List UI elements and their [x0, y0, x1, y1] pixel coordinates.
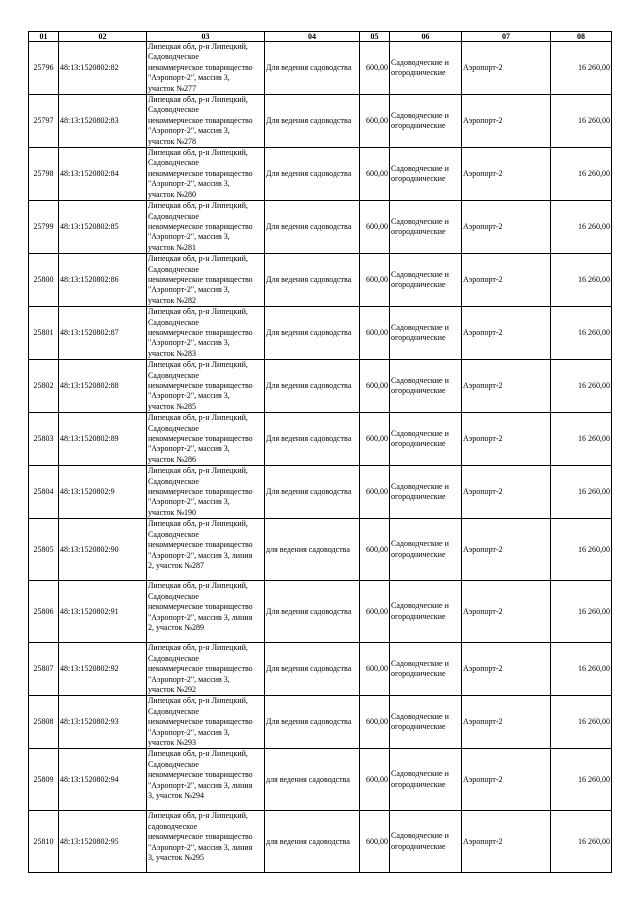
land-category: Садоводческие и огороднические: [390, 307, 462, 360]
address-line: некоммерческое товарищество: [148, 540, 253, 550]
address-line: Липецкая обл, р-н Липецкий,: [148, 519, 248, 529]
cadastral-cost: 16 260,00: [551, 201, 612, 254]
record-number: 25807: [29, 643, 59, 696]
cadastral-number: 48:13:1520802:85: [59, 201, 147, 254]
table-row: [29, 95, 612, 148]
address-line: Липецкая обл, р-н Липецкий,: [148, 696, 248, 706]
address-line: 3, участок №295: [148, 852, 205, 862]
cadastral-number: 48:13:1520802:92: [59, 643, 147, 696]
address-cell: [147, 811, 265, 873]
area-value: 600,00: [360, 42, 390, 95]
permitted-use: для ведения садоводства: [265, 749, 360, 811]
address-line: Садоводческое: [148, 105, 199, 115]
address-cell: [147, 466, 265, 519]
address-line: Садоводческое: [148, 653, 199, 663]
address-line: "Аэропорт-2", массив 3,: [148, 727, 230, 737]
partnership-name: Аэропорт-2: [462, 307, 551, 360]
address-cell: [147, 201, 265, 254]
address-line: Липецкая обл, р-н Липецкий,: [148, 413, 248, 423]
table-row: [29, 254, 612, 307]
permitted-use: Для ведения садоводства: [265, 466, 360, 519]
land-category: Садоводческие и огороднические: [390, 148, 462, 201]
land-category: Садоводческие и огороднические: [390, 696, 462, 749]
table-row: [29, 811, 612, 873]
address-line: 2, участок №287: [148, 560, 205, 570]
partnership-name: Аэропорт-2: [462, 413, 551, 466]
column-header-01: 01: [29, 32, 59, 42]
address-line: "Аэропорт-2", массив 3,: [148, 444, 230, 454]
land-category: Садоводческие и огороднические: [390, 643, 462, 696]
table-body: [29, 42, 612, 873]
cadastral-cost: 16 260,00: [551, 749, 612, 811]
address-line: участок №282: [148, 295, 197, 305]
address-cell: [147, 581, 265, 643]
address-line: "Аэропорт-2", массив 3, линия: [148, 780, 253, 790]
address-line: Садоводческое: [148, 211, 199, 221]
cadastral-cost: 16 260,00: [551, 254, 612, 307]
table-row: [29, 42, 612, 95]
permitted-use: Для ведения садоводства: [265, 307, 360, 360]
address-line: некоммерческое товарищество: [148, 487, 253, 497]
partnership-name: Аэропорт-2: [462, 643, 551, 696]
column-header-02: 02: [59, 32, 147, 42]
address-cell: [147, 643, 265, 696]
cadastral-number: 48:13:1520802:88: [59, 360, 147, 413]
permitted-use: для ведения садоводства: [265, 811, 360, 873]
area-value: 600,00: [360, 413, 390, 466]
address-line: Садоводческое: [148, 706, 199, 716]
cadastral-number: 48:13:1520802:86: [59, 254, 147, 307]
address-cell: [147, 148, 265, 201]
partnership-name: Аэропорт-2: [462, 148, 551, 201]
partnership-name: Аэропорт-2: [462, 696, 551, 749]
partnership-name: Аэропорт-2: [462, 581, 551, 643]
address-line: 2, участок №289: [148, 622, 205, 632]
address-line: участок №283: [148, 348, 197, 358]
land-category: Садоводческие и огороднические: [390, 466, 462, 519]
cadastral-number: 48:13:1520802:95: [59, 811, 147, 873]
record-number: 25803: [29, 413, 59, 466]
area-value: 600,00: [360, 466, 390, 519]
partnership-name: Аэропорт-2: [462, 519, 551, 581]
land-category: Садоводческие и огороднические: [390, 519, 462, 581]
area-value: 600,00: [360, 307, 390, 360]
area-value: 600,00: [360, 749, 390, 811]
area-value: 600,00: [360, 254, 390, 307]
cadastral-cost: 16 260,00: [551, 643, 612, 696]
address-line: участок №285: [148, 401, 197, 411]
permitted-use: Для ведения садоводства: [265, 643, 360, 696]
permitted-use: Для ведения садоводства: [265, 413, 360, 466]
cadastral-number: 48:13:1520802:91: [59, 581, 147, 643]
address-cell: [147, 749, 265, 811]
address-line: Липецкая обл, р-н Липецкий,: [148, 95, 248, 105]
address-line: некоммерческое товарищество: [148, 115, 253, 125]
address-line: некоммерческое товарищество: [148, 381, 253, 390]
record-number: 25796: [29, 42, 59, 95]
cadastral-number: 48:13:1520802:9: [59, 466, 147, 519]
area-value: 600,00: [360, 148, 390, 201]
address-line: "Аэропорт-2", массив 3,: [148, 179, 230, 189]
address-line: участок №278: [148, 136, 197, 146]
land-category: Садоводческие и огороднические: [390, 749, 462, 811]
address-line: некоммерческое товарищество: [148, 221, 253, 231]
partnership-name: Аэропорт-2: [462, 95, 551, 148]
table-row: [29, 519, 612, 581]
address-line: Липецкая обл, р-н Липецкий,: [148, 581, 248, 591]
partnership-name: Аэропорт-2: [462, 360, 551, 413]
address-line: Липецкая обл, р-н Липецкий,: [148, 811, 248, 821]
column-header-06: 06: [390, 32, 462, 42]
address-line: 3, участок №294: [148, 790, 205, 800]
permitted-use: Для ведения садоводства: [265, 254, 360, 307]
address-line: Садоводческое: [148, 423, 199, 433]
partnership-name: Аэропорт-2: [462, 749, 551, 811]
address-line: Садоводческое: [148, 264, 199, 274]
address-line: Липецкая обл, р-н Липецкий,: [148, 360, 248, 370]
address-line: некоммерческое товарищество: [148, 717, 253, 727]
address-line: некоммерческое товарищество: [148, 62, 253, 72]
record-number: 25801: [29, 307, 59, 360]
address-line: "Аэропорт-2", массив 3,: [148, 391, 230, 401]
permitted-use: Для ведения садоводства: [265, 360, 360, 413]
record-number: 25806: [29, 581, 59, 643]
address-line: Садоводческое: [148, 317, 199, 327]
record-number: 25802: [29, 360, 59, 413]
header-row: [29, 32, 612, 42]
address-line: некоммерческое товарищество: [148, 274, 253, 284]
permitted-use: Для ведения садоводства: [265, 95, 360, 148]
address-line: участок №286: [148, 454, 197, 464]
cadastral-cost: 16 260,00: [551, 519, 612, 581]
address-line: Садоводческое: [148, 370, 199, 380]
area-value: 600,00: [360, 201, 390, 254]
column-header-03: 03: [147, 32, 265, 42]
cadastral-number: 48:13:1520802:89: [59, 413, 147, 466]
record-number: 25800: [29, 254, 59, 307]
area-value: 600,00: [360, 811, 390, 873]
address-line: некоммерческое товарищество: [148, 168, 253, 178]
record-number: 25799: [29, 201, 59, 254]
area-value: 600,00: [360, 581, 390, 643]
partnership-name: Аэропорт-2: [462, 201, 551, 254]
cadastral-number: 48:13:1520802:87: [59, 307, 147, 360]
address-line: Садоводческое: [148, 52, 199, 62]
address-line: Садоводческое: [148, 158, 199, 168]
land-category: Садоводческие и огороднические: [390, 95, 462, 148]
address-line: Липецкая обл, р-н Липецкий,: [148, 42, 248, 51]
address-line: "Аэропорт-2", массив 3,: [148, 338, 230, 348]
address-line: "Аэропорт-2", массив 3,: [148, 232, 230, 242]
address-cell: [147, 696, 265, 749]
address-line: некоммерческое товарищество: [148, 602, 253, 612]
address-line: Липецкая обл, р-н Липецкий,: [148, 643, 248, 653]
table-row: [29, 413, 612, 466]
permitted-use: Для ведения садоводства: [265, 696, 360, 749]
address-line: Липецкая обл, р-н Липецкий,: [148, 749, 248, 759]
column-header-08: 08: [551, 32, 612, 42]
address-line: некоммерческое товарищество: [148, 832, 253, 842]
cadastral-cost: 16 260,00: [551, 413, 612, 466]
cadastral-cost: 16 260,00: [551, 148, 612, 201]
land-category: Садоводческие и огороднические: [390, 811, 462, 873]
permitted-use: Для ведения садоводства: [265, 201, 360, 254]
cadastral-number: 48:13:1520802:90: [59, 519, 147, 581]
address-cell: [147, 307, 265, 360]
address-cell: [147, 254, 265, 307]
area-value: 600,00: [360, 696, 390, 749]
address-line: садоводческое: [148, 821, 198, 831]
address-line: "Аэропорт-2", массив 3,: [148, 126, 230, 136]
address-line: "Аэропорт-2", массив 3,: [148, 674, 230, 684]
cadastral-cost: 16 260,00: [551, 360, 612, 413]
record-number: 25798: [29, 148, 59, 201]
record-number: 25805: [29, 519, 59, 581]
column-header-04: 04: [265, 32, 360, 42]
land-category: Садоводческие и огороднические: [390, 360, 462, 413]
address-cell: [147, 519, 265, 581]
table-row: [29, 307, 612, 360]
partnership-name: Аэропорт-2: [462, 254, 551, 307]
permitted-use: для ведения садоводства: [265, 519, 360, 581]
address-line: "Аэропорт-2", массив 3,: [148, 285, 230, 295]
address-cell: [147, 413, 265, 466]
table-row: [29, 581, 612, 643]
land-category: Садоводческие и огороднические: [390, 254, 462, 307]
table-row: [29, 696, 612, 749]
address-line: Липецкая обл, р-н Липецкий,: [148, 201, 248, 211]
permitted-use: Для ведения садоводства: [265, 148, 360, 201]
address-line: участок №190: [148, 507, 197, 517]
record-number: 25797: [29, 95, 59, 148]
cadastral-cost: 16 260,00: [551, 307, 612, 360]
partnership-name: Аэропорт-2: [462, 42, 551, 95]
permitted-use: Для ведения садоводства: [265, 581, 360, 643]
cadastral-cost: 16 260,00: [551, 95, 612, 148]
area-value: 600,00: [360, 95, 390, 148]
cadastral-cost: 16 260,00: [551, 811, 612, 873]
address-line: участок №280: [148, 189, 197, 199]
table-row: [29, 643, 612, 696]
cadastral-cost: 16 260,00: [551, 581, 612, 643]
address-line: некоммерческое товарищество: [148, 664, 253, 674]
cadastral-cost: 16 260,00: [551, 42, 612, 95]
address-cell: [147, 360, 265, 413]
address-line: "Аэропорт-2", массив 3,: [148, 497, 230, 507]
address-line: участок №293: [148, 737, 197, 747]
table-row: [29, 749, 612, 811]
address-line: некоммерческое товарищество: [148, 770, 253, 780]
permitted-use: Для ведения садоводства: [265, 42, 360, 95]
record-number: 25809: [29, 749, 59, 811]
cadastral-number: 48:13:1520802:83: [59, 95, 147, 148]
column-header-07: 07: [462, 32, 551, 42]
land-category: Садоводческие и огороднические: [390, 42, 462, 95]
land-category: Садоводческие и огороднические: [390, 201, 462, 254]
record-number: 25804: [29, 466, 59, 519]
address-line: участок №292: [148, 684, 197, 694]
cadastral-number: 48:13:1520802:82: [59, 42, 147, 95]
address-line: Липецкая обл, р-н Липецкий,: [148, 254, 248, 264]
address-line: "Аэропорт-2", массив 3, линия: [148, 612, 253, 622]
partnership-name: Аэропорт-2: [462, 811, 551, 873]
address-line: участок №281: [148, 242, 197, 252]
cadastral-number: 48:13:1520802:93: [59, 696, 147, 749]
record-number: 25810: [29, 811, 59, 873]
column-header-05: 05: [360, 32, 390, 42]
address-line: "Аэропорт-2", массив 3, линия: [148, 550, 253, 560]
address-line: Садоводческое: [148, 759, 199, 769]
address-cell: [147, 42, 265, 95]
land-category: Садоводческие и огороднические: [390, 413, 462, 466]
land-register-table: [28, 31, 612, 873]
address-line: Липецкая обл, р-н Липецкий,: [148, 148, 248, 158]
table-row: [29, 360, 612, 413]
address-line: "Аэропорт-2", массив 3, линия: [148, 842, 253, 852]
cadastral-number: 48:13:1520802:84: [59, 148, 147, 201]
address-line: Липецкая обл, р-н Липецкий,: [148, 307, 248, 317]
area-value: 600,00: [360, 360, 390, 413]
cadastral-cost: 16 260,00: [551, 696, 612, 749]
address-line: некоммерческое товарищество: [148, 434, 253, 444]
cadastral-number: 48:13:1520802:94: [59, 749, 147, 811]
cadastral-cost: 16 260,00: [551, 466, 612, 519]
table-row: [29, 466, 612, 519]
address-line: Садоводческое: [148, 476, 199, 486]
address-line: "Аэропорт-2", массив 3,: [148, 73, 230, 83]
partnership-name: Аэропорт-2: [462, 466, 551, 519]
area-value: 600,00: [360, 519, 390, 581]
address-line: участок №277: [148, 83, 197, 93]
land-category: Садоводческие и огороднические: [390, 581, 462, 643]
address-line: Липецкая обл, р-н Липецкий,: [148, 466, 248, 476]
address-line: Садоводческое: [148, 591, 199, 601]
table-row: [29, 148, 612, 201]
address-line: Садоводческое: [148, 529, 199, 539]
address-line: некоммерческое товарищество: [148, 327, 253, 337]
address-cell: [147, 95, 265, 148]
record-number: 25808: [29, 696, 59, 749]
table-row: [29, 201, 612, 254]
area-value: 600,00: [360, 643, 390, 696]
